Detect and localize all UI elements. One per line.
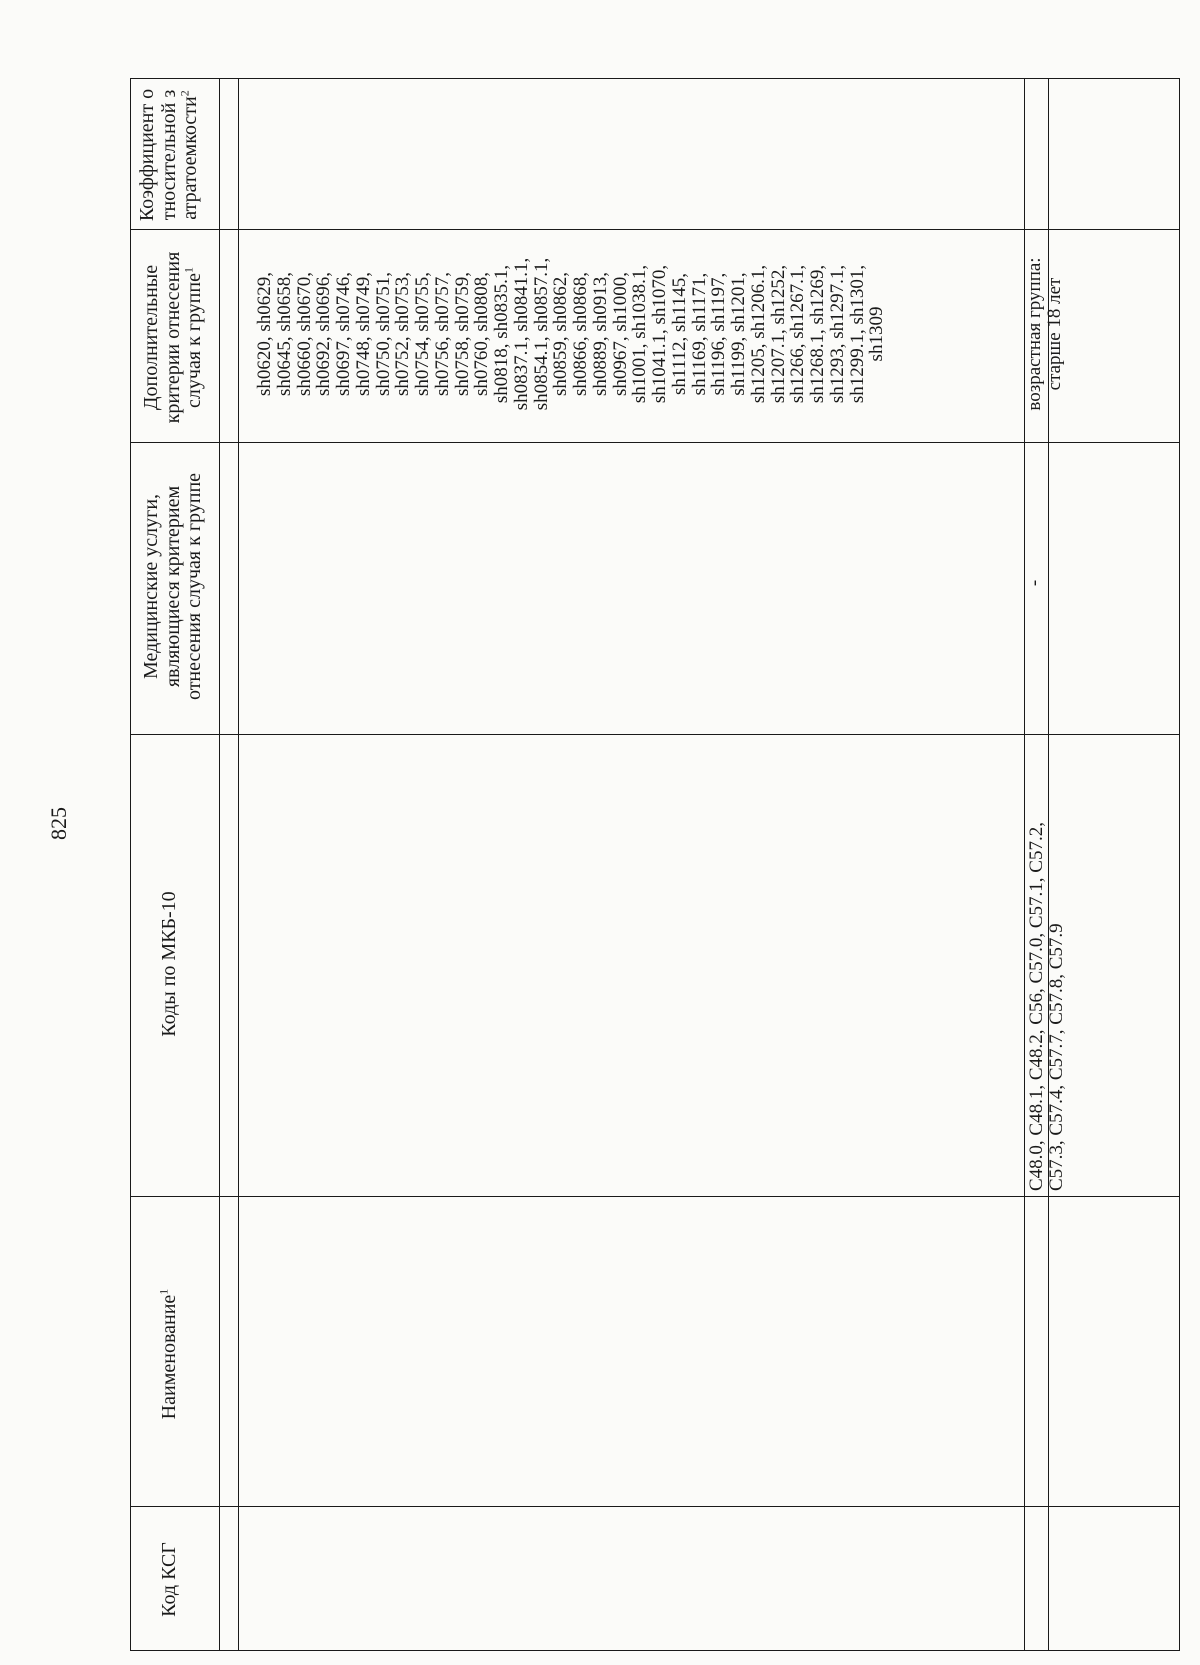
criteria-line: sh0854.1, sh0857.1,: [530, 257, 552, 411]
criteria-line: sh1207.1, sh1252,: [767, 264, 789, 404]
header-coef: Коэффициент относительной затратоемкости$^2$: [136, 88, 202, 222]
criteria-line: sh0752, sh0753,: [392, 271, 414, 397]
criteria-line: sh0750, sh0751,: [372, 271, 394, 397]
criteria-line: sh0645, sh0658,: [273, 271, 295, 397]
criteria-line: sh0692, sh0696,: [313, 271, 335, 397]
criteria-line: sh1266, sh1267.1,: [787, 264, 809, 404]
criteria-line: sh0818, sh0835.1,: [491, 264, 512, 404]
criteria-line: sh1293, sh1297.1,: [826, 264, 848, 404]
icd-line: C57.3, C57.4, C57.7, C57.8, C57.9: [1045, 923, 1067, 1191]
criteria-line: sh0859, sh0862,: [550, 271, 572, 397]
criteria-line: sh0754, sh0755,: [412, 271, 433, 397]
criteria-line: sh1268.1, sh1269,: [807, 264, 828, 404]
last-row-services: -: [1024, 579, 1045, 587]
criteria-line: sh1199, sh1201,: [728, 272, 749, 396]
criteria-line: sh1001, sh1038.1,: [629, 264, 651, 404]
criteria-line: sh1205, sh1206.1,: [747, 264, 769, 404]
col-divider-services: [131, 734, 1179, 735]
criteria-line: sh1041.1, sh1070,: [649, 264, 670, 404]
header-criteria: Дополнительные критерии отнесения случая к группе$^1$: [140, 251, 206, 424]
criteria-line: sh0837.1, sh0841.1,: [510, 257, 532, 411]
criteria-line: sh0697, sh0746,: [333, 271, 354, 397]
criteria-line: sh1169, sh1171,: [688, 272, 710, 396]
row-divider-header: [219, 79, 220, 1650]
page-number: 825: [46, 807, 71, 840]
col-divider-name: [131, 1506, 1179, 1507]
criteria-line: sh0758, sh0759,: [451, 271, 473, 397]
col-divider-criteria: [131, 442, 1179, 443]
criteria-line: sh0866, sh0868,: [570, 271, 591, 397]
criteria-line: sh1299.1, sh1301,: [846, 264, 868, 404]
col-divider-icd: [131, 1196, 1179, 1197]
criteria-line: sh0756, sh0757,: [431, 271, 453, 397]
header-name: Наименование$^1$: [156, 1288, 180, 1420]
criteria-codes: [255, 229, 887, 439]
header-code: Код КСГ: [158, 1542, 180, 1617]
last-row-criteria: [1025, 229, 1065, 439]
criteria-line: sh0760, sh0808,: [471, 271, 493, 397]
header-icd: Коды по МКБ-10: [158, 891, 180, 1037]
header-services: Медицинские услуги, являющиеся критерием отнесения случая к группе: [140, 472, 206, 701]
criteria-age-line: старше 18 лет: [1043, 277, 1065, 391]
row-divider-subheader: [238, 79, 239, 1650]
last-row-icd: [1027, 741, 1067, 1191]
criteria-line: sh0748, sh0749,: [352, 271, 374, 397]
criteria-line: sh1196, sh1197,: [708, 272, 730, 396]
criteria-line: sh0620, sh0629,: [254, 271, 275, 397]
criteria-age-line: возрастная группа:: [1024, 257, 1045, 411]
icd-line: C48.0, C48.1, C48.2, C56, C57.0, C57.1, C57.2,: [1026, 822, 1047, 1191]
criteria-line: sh1112, sh1145,: [668, 273, 690, 395]
criteria-line: sh1309: [866, 306, 888, 362]
criteria-line: sh0967, sh1000,: [609, 271, 631, 397]
criteria-line: sh0660, sh0670,: [293, 271, 315, 397]
criteria-line: sh0889, sh0913,: [589, 271, 611, 397]
tariff-table: [130, 78, 1180, 1651]
